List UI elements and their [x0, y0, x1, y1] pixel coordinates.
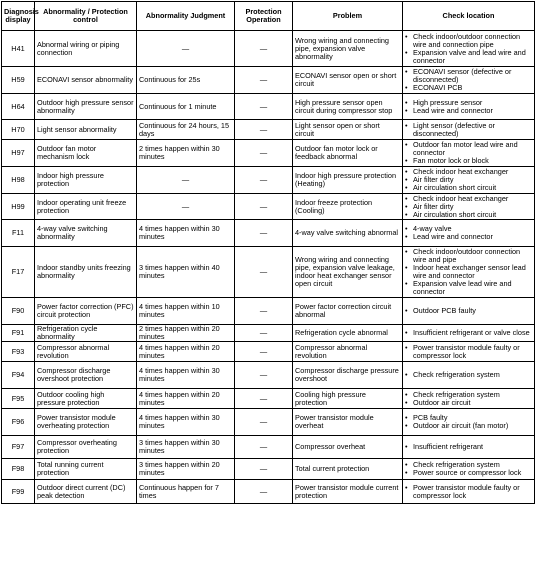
cell-problem: Cooling high pressure protection	[293, 389, 403, 409]
cell-judgment: Continuous for 24 hours, 15 days	[137, 120, 235, 140]
check-list	[405, 141, 532, 165]
check-list	[405, 195, 532, 219]
cell-judgment: 4 times happen within 30 minutes	[137, 409, 235, 436]
cell-problem: Power transistor module current protection	[293, 480, 403, 504]
cell-judgment: 3 times happen within 40 minutes	[137, 247, 235, 298]
cell-check-location	[403, 120, 535, 140]
check-item: • Air circulation short circuit	[405, 184, 532, 192]
cell-protection: —	[235, 247, 293, 298]
cell-abnormality: Light sensor abnormality	[35, 120, 137, 140]
cell-abnormality: Indoor high pressure protection	[35, 167, 137, 194]
cell-diagnosis-code: H70	[2, 120, 35, 140]
cell-check-location	[403, 167, 535, 194]
table-row	[2, 247, 535, 298]
check-item: • Air filter dirty	[405, 203, 532, 211]
check-item: • Power source or compressor lock	[405, 469, 532, 477]
cell-abnormality: Compressor abnormal revolution	[35, 342, 137, 362]
check-item: • Check refrigeration system	[405, 461, 532, 469]
check-item: • Power transistor module faulty or compressor lock	[405, 484, 532, 500]
cell-protection: —	[235, 220, 293, 247]
table-row	[2, 140, 535, 167]
check-item: • Expansion valve lead wire and connector	[405, 280, 532, 296]
cell-diagnosis-code: H99	[2, 194, 35, 220]
cell-check-location	[403, 247, 535, 298]
cell-abnormality: Total running current protection	[35, 459, 137, 480]
check-item: • Outdoor fan motor lead wire and connector	[405, 141, 532, 157]
cell-judgment: 2 times happen within 30 minutes	[137, 140, 235, 167]
check-item: • Insufficient refrigerant or valve close	[405, 329, 532, 337]
check-list	[405, 484, 532, 500]
cell-diagnosis-code: H64	[2, 94, 35, 120]
cell-diagnosis-code: F94	[2, 362, 35, 389]
cell-problem: Compressor abnormal revolution	[293, 342, 403, 362]
cell-protection: —	[235, 342, 293, 362]
cell-check-location	[403, 325, 535, 342]
check-list	[405, 225, 532, 241]
cell-protection: —	[235, 480, 293, 504]
table-row	[2, 298, 535, 325]
cell-judgment: 4 times happen within 10 minutes	[137, 298, 235, 325]
cell-judgment: Continuous happen for 7 times	[137, 480, 235, 504]
cell-protection: —	[235, 167, 293, 194]
check-item: • PCB faulty	[405, 414, 532, 422]
cell-abnormality: Compressor discharge overshoot protection	[35, 362, 137, 389]
header-diagnosis-display: Diagnosis display	[2, 2, 35, 31]
check-list	[405, 414, 532, 430]
cell-judgment: 4 times happen within 20 minutes	[137, 389, 235, 409]
check-item: • Lead wire and connector	[405, 107, 532, 115]
check-list	[405, 461, 532, 477]
cell-protection: —	[235, 94, 293, 120]
cell-judgment: —	[137, 194, 235, 220]
check-item: • Light sensor (defective or disconnected)	[405, 122, 532, 138]
table-row	[2, 325, 535, 342]
cell-problem: Power transistor module overheat	[293, 409, 403, 436]
cell-check-location	[403, 298, 535, 325]
cell-protection: —	[235, 436, 293, 459]
check-item: • Check refrigeration system	[405, 391, 532, 399]
check-item: • High pressure sensor	[405, 99, 532, 107]
cell-abnormality: Power factor correction (PFC) circuit protection	[35, 298, 137, 325]
cell-protection: —	[235, 409, 293, 436]
check-item: • ECONAVI PCB	[405, 84, 532, 92]
cell-protection: —	[235, 325, 293, 342]
cell-problem: Indoor high pressure protection (Heating)	[293, 167, 403, 194]
check-list	[405, 307, 532, 315]
cell-diagnosis-code: F99	[2, 480, 35, 504]
cell-check-location	[403, 140, 535, 167]
cell-diagnosis-code: F17	[2, 247, 35, 298]
cell-diagnosis-code: H41	[2, 31, 35, 67]
check-item: • Check indoor heat exchanger	[405, 168, 532, 176]
cell-judgment: 2 times happen within 20 minutes	[137, 325, 235, 342]
check-item: • 4-way valve	[405, 225, 532, 233]
check-item: • Check indoor heat exchanger	[405, 195, 532, 203]
check-item: • Power transistor module faulty or compressor lock	[405, 344, 532, 360]
cell-abnormality: Outdoor direct current (DC) peak detection	[35, 480, 137, 504]
cell-diagnosis-code: H59	[2, 67, 35, 94]
table-row	[2, 220, 535, 247]
table-row	[2, 389, 535, 409]
cell-problem: Indoor freeze protection (Cooling)	[293, 194, 403, 220]
table-row	[2, 120, 535, 140]
cell-judgment: —	[137, 167, 235, 194]
cell-diagnosis-code: F98	[2, 459, 35, 480]
check-list	[405, 122, 532, 138]
cell-protection: —	[235, 459, 293, 480]
check-item: • Check refrigeration system	[405, 371, 532, 379]
cell-protection: —	[235, 362, 293, 389]
cell-judgment: 4 times happen within 30 minutes	[137, 362, 235, 389]
cell-problem: Outdoor fan motor lock or feedback abnormal	[293, 140, 403, 167]
table-row	[2, 31, 535, 67]
check-item: • Outdoor PCB faulty	[405, 307, 532, 315]
check-item: • Check indoor/outdoor connection wire and connection pipe	[405, 33, 532, 49]
check-list	[405, 344, 532, 360]
cell-diagnosis-code: F93	[2, 342, 35, 362]
table-row	[2, 67, 535, 94]
cell-protection: —	[235, 67, 293, 94]
cell-protection: —	[235, 298, 293, 325]
table-row	[2, 409, 535, 436]
check-list	[405, 99, 532, 115]
cell-check-location	[403, 94, 535, 120]
check-list	[405, 248, 532, 296]
cell-problem: Total current protection	[293, 459, 403, 480]
cell-check-location	[403, 67, 535, 94]
cell-problem: Power factor correction circuit abnormal	[293, 298, 403, 325]
cell-diagnosis-code: F90	[2, 298, 35, 325]
cell-diagnosis-code: F11	[2, 220, 35, 247]
cell-problem: Wrong wiring and connecting pipe, expansion valve leakage, indoor heat exchanger sensor open circuit	[293, 247, 403, 298]
check-item: • Fan motor lock or block	[405, 157, 532, 165]
cell-abnormality: Outdoor fan motor mechanism lock	[35, 140, 137, 167]
cell-protection: —	[235, 31, 293, 67]
cell-check-location	[403, 342, 535, 362]
table-row	[2, 459, 535, 480]
cell-judgment: —	[137, 31, 235, 67]
cell-judgment: 4 times happen within 30 minutes	[137, 220, 235, 247]
check-list	[405, 391, 532, 407]
cell-judgment: Continuous for 1 minute	[137, 94, 235, 120]
cell-abnormality: Power transistor module overheating protection	[35, 409, 137, 436]
cell-abnormality: Outdoor high pressure sensor abnormality	[35, 94, 137, 120]
cell-check-location	[403, 436, 535, 459]
header-check-location: Check location	[403, 2, 535, 31]
cell-protection: —	[235, 194, 293, 220]
cell-problem: 4-way valve switching abnormal	[293, 220, 403, 247]
check-item: • Expansion valve and lead wire and connector	[405, 49, 532, 65]
check-item: • Outdoor air circuit	[405, 399, 532, 407]
table-row	[2, 94, 535, 120]
cell-diagnosis-code: F97	[2, 436, 35, 459]
header-protection: Protection Operation	[235, 2, 293, 31]
cell-check-location	[403, 459, 535, 480]
cell-check-location	[403, 220, 535, 247]
header-judgment: Abnormality Judgment	[137, 2, 235, 31]
cell-abnormality: Indoor standby units freezing abnormality	[35, 247, 137, 298]
cell-check-location	[403, 480, 535, 504]
cell-judgment: Continuous for 25s	[137, 67, 235, 94]
cell-check-location	[403, 362, 535, 389]
cell-diagnosis-code: H98	[2, 167, 35, 194]
cell-problem: Compressor discharge pressure overshoot	[293, 362, 403, 389]
check-list	[405, 68, 532, 92]
cell-problem: Compressor overheat	[293, 436, 403, 459]
table-row	[2, 194, 535, 220]
check-item: • Lead wire and connector	[405, 233, 532, 241]
header-problem: Problem	[293, 2, 403, 31]
cell-check-location	[403, 194, 535, 220]
cell-check-location	[403, 31, 535, 67]
cell-problem: Light sensor open or short circuit	[293, 120, 403, 140]
cell-abnormality: Outdoor cooling high pressure protection	[35, 389, 137, 409]
cell-abnormality: Indoor operating unit freeze protection	[35, 194, 137, 220]
cell-problem: Wrong wiring and connecting pipe, expansion valve abnormality	[293, 31, 403, 67]
cell-problem: ECONAVI sensor open or short circuit	[293, 67, 403, 94]
cell-abnormality: Compressor overheating protection	[35, 436, 137, 459]
check-list	[405, 329, 532, 337]
cell-judgment: 4 times happen within 20 minutes	[137, 342, 235, 362]
cell-judgment: 3 times happen within 30 minutes	[137, 436, 235, 459]
table-body	[2, 31, 535, 504]
check-item: • Outdoor air circuit (fan motor)	[405, 422, 532, 430]
cell-abnormality: 4-way valve switching abnormality	[35, 220, 137, 247]
cell-check-location	[403, 409, 535, 436]
cell-problem: High pressure sensor open circuit during compressor stop	[293, 94, 403, 120]
cell-problem: Refrigeration cycle abnormal	[293, 325, 403, 342]
cell-judgment: 3 times happen within 20 minutes	[137, 459, 235, 480]
check-item: • Insufficient refrigerant	[405, 443, 532, 451]
cell-diagnosis-code: F95	[2, 389, 35, 409]
table-row	[2, 480, 535, 504]
table-row	[2, 342, 535, 362]
table-row	[2, 436, 535, 459]
table-row	[2, 167, 535, 194]
cell-diagnosis-code: F96	[2, 409, 35, 436]
check-item: • Check indoor/outdoor connection wire and pipe	[405, 248, 532, 264]
cell-check-location	[403, 389, 535, 409]
table-row	[2, 362, 535, 389]
cell-protection: —	[235, 120, 293, 140]
diagnosis-table	[1, 1, 535, 504]
header-row	[2, 2, 535, 31]
header-abnormality: Abnormality / Protection control	[35, 2, 137, 31]
cell-abnormality: ECONAVI sensor abnormality	[35, 67, 137, 94]
cell-diagnosis-code: F91	[2, 325, 35, 342]
cell-abnormality: Abnormal wiring or piping connection	[35, 31, 137, 67]
cell-protection: —	[235, 140, 293, 167]
cell-protection: —	[235, 389, 293, 409]
check-item: • Air filter dirty	[405, 176, 532, 184]
check-item: • Air circulation short circuit	[405, 211, 532, 219]
check-item: • ECONAVI sensor (defective or disconnected)	[405, 68, 532, 84]
check-list	[405, 443, 532, 451]
check-list	[405, 371, 532, 379]
cell-diagnosis-code: H97	[2, 140, 35, 167]
cell-abnormality: Refrigeration cycle abnormality	[35, 325, 137, 342]
check-list	[405, 168, 532, 192]
check-list	[405, 33, 532, 65]
check-item: • Indoor heat exchanger sensor lead wire and connector	[405, 264, 532, 280]
